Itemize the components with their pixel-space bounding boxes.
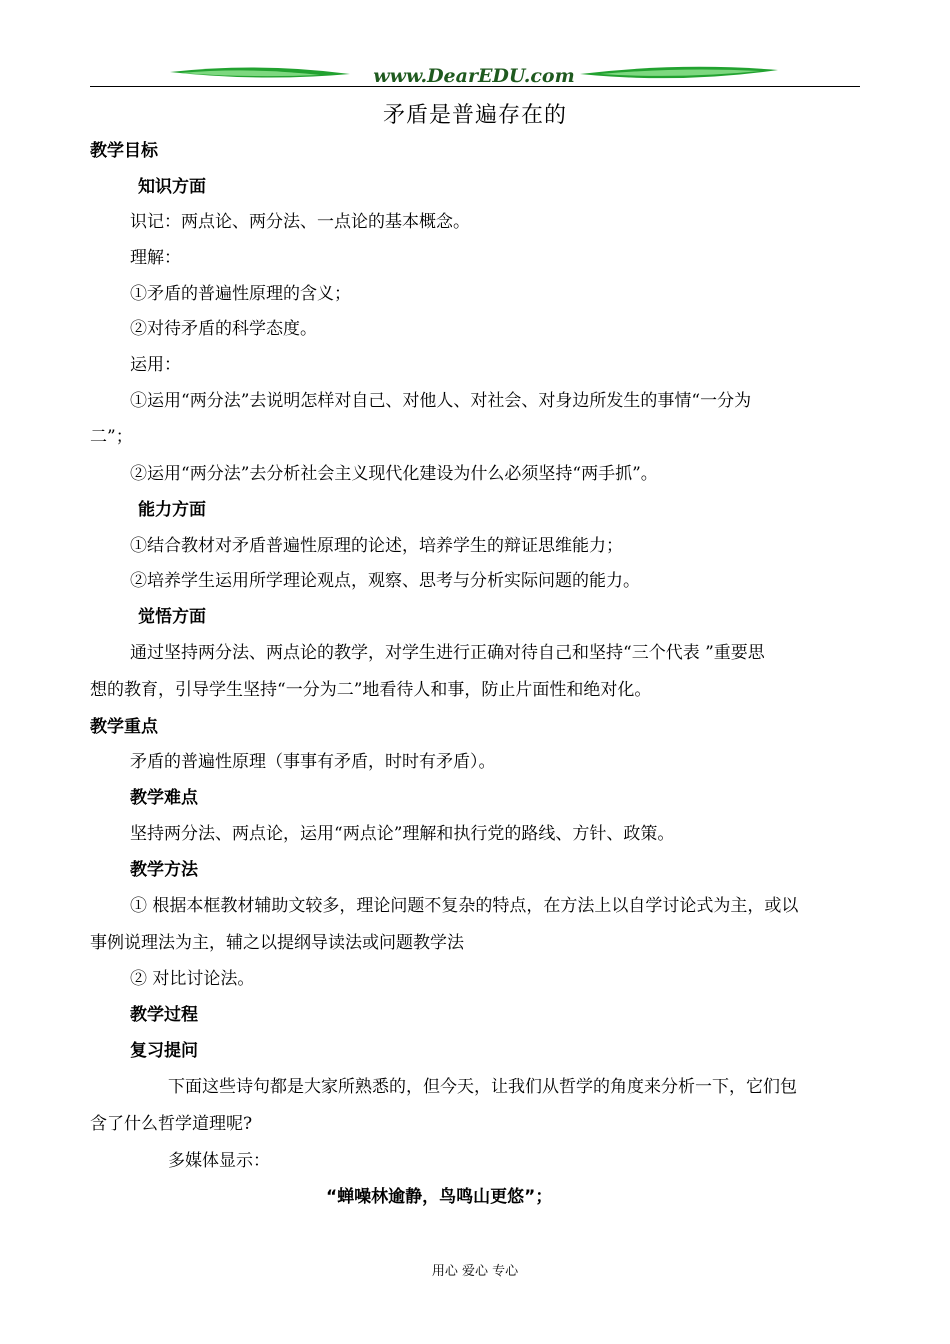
poem-quote: “蝉噪林逾静，鸟鸣山更悠”； <box>326 1187 553 1207</box>
paragraph-line: 识记：两点论、两分法、一点论的基本概念。 <box>130 212 470 232</box>
site-header <box>90 60 860 90</box>
paragraph-line: 矛盾的普遍性原理（事事有矛盾，时时有矛盾）。 <box>130 752 496 772</box>
section-heading: 教学难点 <box>130 788 198 808</box>
paragraph-line: ①运用“两分法”去说明怎样对自己、对他人、对社会、对身边所发生的事情“一分为 <box>130 391 752 411</box>
paragraph-line: ②对待矛盾的科学态度。 <box>130 319 317 339</box>
paragraph-line: ② 对比讨论法。 <box>130 969 255 989</box>
paragraph-line: ②运用“两分法”去分析社会主义现代化建设为什么必须坚持“两手抓”。 <box>130 464 658 484</box>
section-heading: 教学过程 <box>130 1005 198 1025</box>
paragraph-line: ①结合教材对矛盾普遍性原理的论述，培养学生的辩证思维能力； <box>130 536 623 556</box>
page-title: 矛盾是普遍存在的 <box>382 103 567 128</box>
paragraph-line: ① 根据本框教材辅助文较多，理论问题不复杂的特点，在方法上以自学讨论式为主，或以 <box>130 896 799 916</box>
subsection-heading: 知识方面 <box>138 177 206 197</box>
paragraph-line: 运用： <box>130 355 181 375</box>
paragraph-line: 含了什么哲学道理呢? <box>90 1114 253 1134</box>
paragraph-line: 多媒体显示： <box>168 1151 270 1171</box>
header-rule <box>90 86 860 87</box>
subsection-heading: 能力方面 <box>138 500 206 520</box>
section-heading: 教学方法 <box>130 860 198 880</box>
paragraph-line: 坚持两分法、两点论，运用“两点论”理解和执行党的路线、方针、政策。 <box>130 824 675 844</box>
subsection-heading: 觉悟方面 <box>138 607 206 627</box>
paragraph-line: 二”； <box>90 427 133 447</box>
paragraph-line: ②培养学生运用所学理论观点，观察、思考与分析实际问题的能力。 <box>130 571 640 591</box>
page-footer: 用心 爱心 专心 <box>431 1264 519 1279</box>
header-logo-text: www.DearEDU.com <box>373 65 575 87</box>
paragraph-line: 下面这些诗句都是大家所熟悉的，但今天，让我们从哲学的角度来分析一下，它们包 <box>168 1077 797 1097</box>
paragraph-line: ①矛盾的普遍性原理的含义； <box>130 284 351 304</box>
paragraph-line: 理解： <box>130 248 181 268</box>
paragraph-line: 事例说理法为主，辅之以提纲导读法或问题教学法 <box>90 933 464 953</box>
paragraph-line: 通过坚持两分法、两点论的教学，对学生进行正确对待自己和坚持“三个代表 ”重要思 <box>130 643 765 663</box>
section-heading: 教学目标 <box>90 141 158 161</box>
section-heading: 教学重点 <box>90 717 158 737</box>
paragraph-line: 想的教育，引导学生坚持“一分为二”地看待人和事，防止片面性和绝对化。 <box>90 680 652 700</box>
section-heading: 复习提问 <box>130 1041 198 1061</box>
